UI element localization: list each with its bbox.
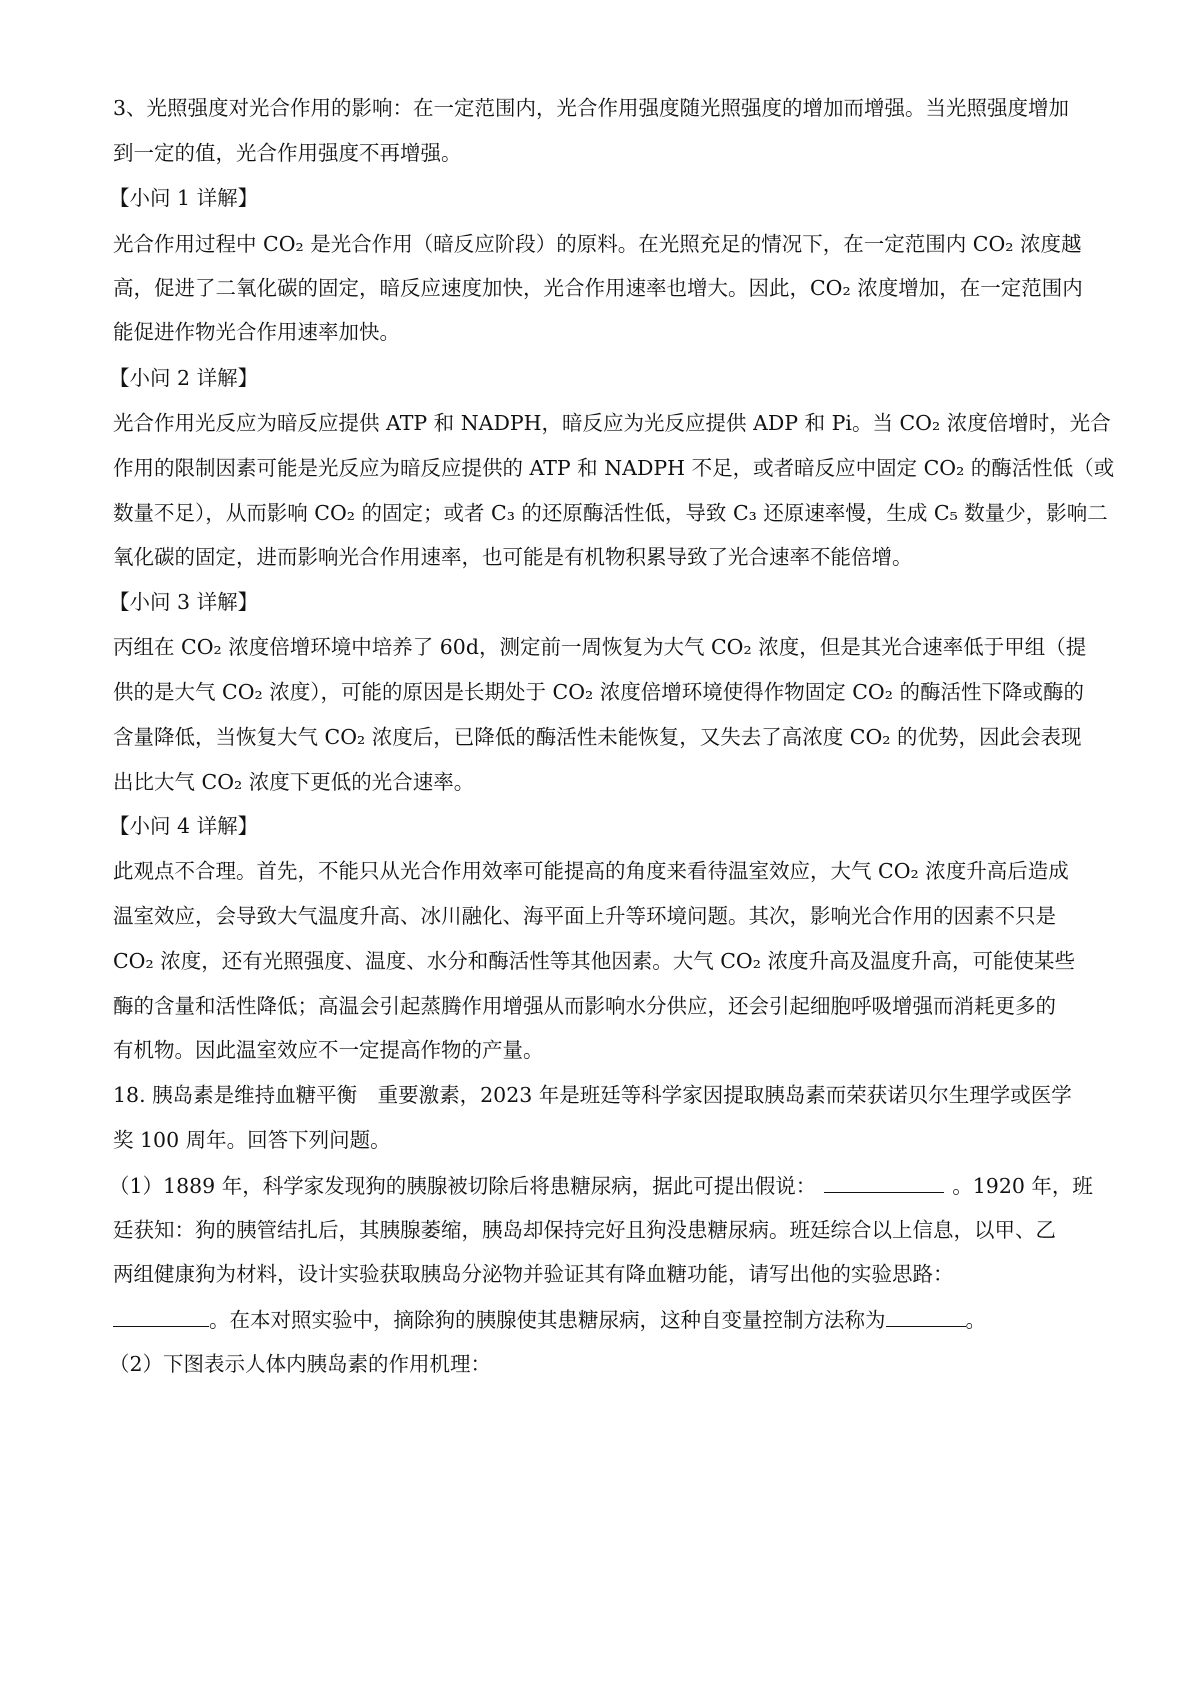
paragraph-line: 光合作用光反应为暗反应提供 ATP 和 NADPH，暗反应为光反应提供 ADP 和 Pi。当 CO₂ 浓度倍增时，光合 [113,411,1111,435]
paragraph-line: 作用的限制因素可能是光反应为暗反应提供的 ATP 和 NADPH 不足，或者暗反应中固定 CO₂ 的酶活性低（或 [113,456,1115,480]
paragraph-line: CO₂ 浓度，还有光照强度、温度、水分和酶活性等其他因素。大气 CO₂ 浓度升高及温度升高，可能使某些 [113,949,1075,973]
paragraph-line: 数量不足），从而影响 CO₂ 的固定；或者 C₃ 的还原酶活性低，导致 C₃ 还原速率慢，生成 C₅ 数量少，影响二 [113,501,1108,525]
section-heading: 【小问 3 详解】 [109,590,259,614]
paragraph-line: 高，促进了二氧化碳的固定，暗反应速度加快，光合作用速率也增大。因此，CO₂ 浓度增加，在一定范围内 [113,276,1083,300]
paragraph-line: 丙组在 CO₂ 浓度倍增环境中培养了 60d，测定前一周恢复为大气 CO₂ 浓度，但是其光合速率低于甲组（提 [113,635,1087,659]
answer-blank[interactable] [886,1307,966,1327]
paragraph-line: 酶的含量和活性降低；高温会引起蒸腾作用增强从而影响水分供应，还会引起细胞呼吸增强而消耗更多的 [113,994,1056,1018]
question-line: 奖 100 周年。回答下列问题。 [113,1128,391,1152]
question-line: （1）1889 年，科学家发现狗的胰腺被切除后将患糖尿病，据此可提出假说： 。1920 年，班 [109,1174,1093,1198]
paragraph-line: 能促进作物光合作用速率加快。 [113,320,400,344]
paragraph-line: 氧化碳的固定，进而影响光合作用速率，也可能是有机物积累导致了光合速率不能倍增。 [113,545,913,569]
paragraph-line: 温室效应，会导致大气温度升高、冰川融化、海平面上升等环境问题。其次，影响光合作用的因素不只是 [113,904,1056,928]
paragraph-line: 此观点不合理。首先，不能只从光合作用效率可能提高的角度来看待温室效应，大气 CO₂ 浓度升高后造成 [113,859,1069,883]
paragraph-line: 有机物。因此温室效应不一定提高作物的产量。 [113,1038,544,1062]
question-line: （2）下图表示人体内胰岛素的作用机理： [109,1352,492,1376]
question-line: 两组健康狗为材料，设计实验获取胰岛分泌物并验证其有降血糖功能，请写出他的实验思路： [113,1262,954,1286]
paragraph-line: 到一定的值，光合作用强度不再增强。 [113,141,462,165]
paragraph-line: 供的是大气 CO₂ 浓度），可能的原因是长期处于 CO₂ 浓度倍增环境使得作物固定 CO₂ 的酶活性下降或酶的 [113,680,1084,704]
question-line: 。在本对照实验中，摘除狗的胰腺使其患糖尿病，这种自变量控制方法称为 。 [113,1307,986,1332]
paragraph-line: 出比大气 CO₂ 浓度下更低的光合速率。 [113,770,475,794]
section-heading: 【小问 2 详解】 [109,366,259,390]
paragraph-line: 3、光照强度对光合作用的影响：在一定范围内，光合作用强度随光照强度的增加而增强。当光照强度增加 [113,96,1070,120]
paragraph-line: 光合作用过程中 CO₂ 是光合作用（暗反应阶段）的原料。在光照充足的情况下，在一定范围内 CO₂ 浓度越 [113,232,1082,256]
question-line: 18. 胰岛素是维持血糖平衡 重要激素，2023 年是班廷等科学家因提取胰岛素而荣获诺贝尔生理学或医学 [113,1083,1072,1107]
paragraph-line: 含量降低，当恢复大气 CO₂ 浓度后，已降低的酶活性未能恢复，又失去了高浓度 CO₂ 的优势，因此会表现 [113,725,1082,749]
section-heading: 【小问 1 详解】 [109,186,259,210]
answer-blank[interactable] [113,1307,209,1327]
question-line: 廷获知：狗的胰管结扎后，其胰腺萎缩，胰岛却保持完好且狗没患糖尿病。班廷综合以上信息，以甲、乙 [113,1218,1056,1242]
answer-blank[interactable] [824,1173,944,1193]
section-heading: 【小问 4 详解】 [109,814,259,838]
